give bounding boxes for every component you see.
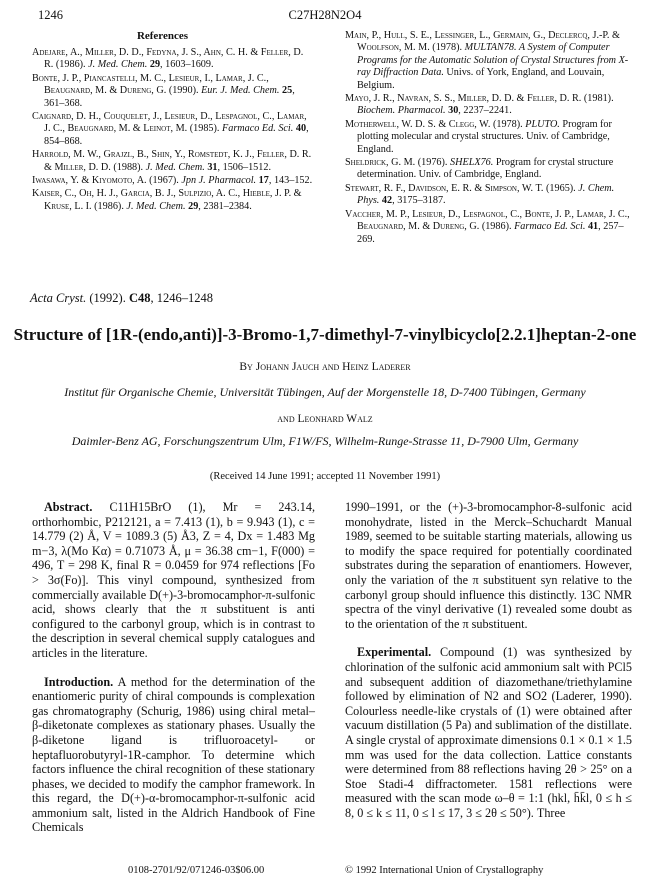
right-paragraph-1: 1990–1991, or the (+)-3-bromocamphor-8-sulfonic acid monohydrate, listed in the Merck–Schuchardt Manual 1989, seemed to be suitable starting materials, allowing us to modify the space required for potentially coordinated substrates during the separation of enantiomers. However, only the variation of the π substituent syn relative to the carbonyl group should influence this distinctly. 13C NMR spectra of the vinyl derivative (1) revealed some doubt as to the orientation of the π substituent. [345, 500, 632, 631]
introduction-text: A method for the determination of the enantiomeric purity of chiral compounds is complexation gas chromatography (Schurig, 1986) using chiral metal–β-diketonate complexes as stationary phases. Usually the β-diketone ligand is trifluoroacetyl- or heptafluorobutyryl-1R-camphor. To determine which factors influence the chiral recognition of these stationary phases, we decided to modify the camphor framework. In this regard, the D(+)-α-bromocamphor-π-sulfonic acid ammonium salt, listed in the Aldrich Handbook of Fine Chemicals [32, 674, 316, 835]
references-heading: References [136, 30, 189, 42]
footer-code: 0108-2701/92/071246-03$06.00 [128, 865, 265, 876]
reference-entry: Kaiser, C., Oh, H. J., Garcia, B. J., Sulpizio, A. C., Hieble, J. P. & Kruse, L. I. (1986). J. Med. Chem. 29, 2381–2384. [32, 188, 302, 212]
reference-entry: Stewart, R. F., Davidson, E. R. & Simpson, W. T. (1965). J. Chem. Phys. 42, 3175–3187. [345, 182, 615, 207]
reference-entry: Iwasawa, Y. & Kiyomoto, A. (1967). Jpn J. Pharmacol. 17, 143–152. [32, 175, 313, 187]
page-number: 1246 [38, 8, 63, 22]
reference-entry: Sheldrick, G. M. (1976). SHELX76. Program for crystal structure determination. Univ. of Cambridge, England. [345, 157, 614, 181]
body-left-column [32, 500, 315, 835]
journal-citation: Acta Cryst. (1992). C48, 1246–1248 [30, 291, 213, 305]
reference-entry: Harrold, M. W., Grajzl, B., Shin, Y., Romstedt, K. J., Feller, D. R. & Miller, D. D. (1988). J. Med. Chem. 31, 1506–1512. [32, 149, 312, 173]
abstract-heading: Abstract. [44, 500, 93, 514]
received-date: (Received 14 June 1991; accepted 11 November 1991) [209, 471, 441, 482]
article-title: Structure of [1R-(endo,anti)]-3-Bromo-1,7-dimethyl-7-vinylbicyclo[2.2.1]heptan-2-one [13, 325, 637, 344]
experimental-heading: Experimental. [357, 645, 432, 660]
introduction-heading: Introduction. [44, 674, 114, 689]
references-right-column [345, 30, 630, 247]
experimental-text: Compound (1) was synthesized by chlorination of the sulfonic acid ammonium salt with PCl5 and subsequent addition of diazomethane/triethylamine followed by elimination of N2 and SO2 (Laderer, 1990). Colourless needle-like crystals of (1) were obtained after vacuum distillation (5 Pa) and sublimation of the distillate. A single crystal of approximate dimensions 0.1 × 0.1 × 1.5 mm was used for the data collection. Lattice constants were determined from 88 reflections having 2θ > 25° on a Stoe Stadi-4 diffractometer. 1581 reflections were measured with the scan mode ω–θ = 1:1 (hkl, h̄k̄l, 0 ≤ h ≤ 8, 0 ≤ k ≤ 11, 0 ≤ l ≤ 17, 3 ≤ 2θ ≤ 50°). Three [345, 645, 633, 820]
abstract-text: C11H15BrO (1), Mr = 243.14, orthorhombic, P212121, a = 7.413 (1), b = 9.943 (1), c = 14.779 (2) Å, V = 1089.3 (5) Å3, Z = 4, Dx = 1.483 Mg m−3, λ(Mo Kα) = 0.71073 Å, μ = 36.38 cm−1, F(000) = 496, T = 298 K, final R = 0.0459 for 974 reflections [Fo > 3σ(Fo)]. This vinyl compound, synthesized from commercially available D(+)-3-bromocamphor-π-sulfonic acid, shows clearly that the π substituent is anti configured to the carbonyl group, which is in contrast to the description in several chemical supply catalogues and articles in the literature. [32, 500, 315, 660]
body-right-column [345, 500, 632, 820]
affiliation-2: Daimler-Benz AG, Forschungszentrum Ulm, F1W/FS, Wilhelm-Runge-Strasse 11, D-7900 Ulm, Germany [71, 434, 579, 448]
authors-line-2: and Leonhard Walz [277, 413, 373, 425]
footer-copyright: © 1992 International Union of Crystallography [345, 865, 544, 876]
references-left-column [32, 47, 315, 214]
authors-line-1: By Johann Jauch and Heinz Laderer [239, 361, 411, 373]
reference-entry: Main, P., Hull, S. E., Lessinger, L., Germain, G., Declercq, J.-P. & Woolfson, M. M. (1978). MULTAN78. A System of Computer Programs for the Automatic Solution of Crystal Structures from X-ray Diffraction Data. Univs. of York, England, and Louvain, Belgium. [345, 30, 629, 91]
reference-entry: Motherwell, W. D. S. & Clegg, W. (1978). PLUTO. Program for plotting molecular and crystal structures. Univ. of Cambridge, England. [345, 118, 612, 155]
reference-entry: Caignard, D. H., Couquelet, J., Lesieur, D., Lespagnol, C., Lamar, J. C., Beaugnard, M. & Leinot, M. (1985). Farmaco Ed. Sci. 40, 854–868. [32, 111, 309, 147]
reference-entry: Vaccher, M. P., Lesieur, D., Lespagnol, C., Bonte, J. P., Lamar, J. C., Beaugnard, M. & Dureng, G. (1986). Farmaco Ed. Sci. 41, 257–269. [345, 208, 630, 245]
experimental-paragraph [345, 645, 632, 820]
introduction-paragraph [32, 675, 315, 836]
reference-entry: Adejare, A., Miller, D. D., Fedyna, J. S., Ahn, C. H. & Feller, D. R. (1986). J. Med. Chem. 29, 1603–1609. [32, 47, 304, 71]
abstract-paragraph [32, 500, 315, 661]
reference-entry: Mayo, J. R., Navran, S. S., Miller, D. D. & Feller, D. R. (1981). Biochem. Pharmacol. 30, 2237–2241. [345, 93, 614, 117]
affiliation-1: Institut für Organische Chemie, Universität Tübingen, Auf der Morgenstelle 18, D-7400 Tübingen, Germany [64, 385, 586, 399]
running-title: C27H28N2O4 [288, 8, 362, 22]
reference-entry: Bonte, J. P., Piancastelli, M. C., Lesieur, I., Lamar, J. C., Beaugnard, M. & Dureng, G. (1990). Eur. J. Med. Chem. 25, 361–368. [32, 72, 295, 109]
